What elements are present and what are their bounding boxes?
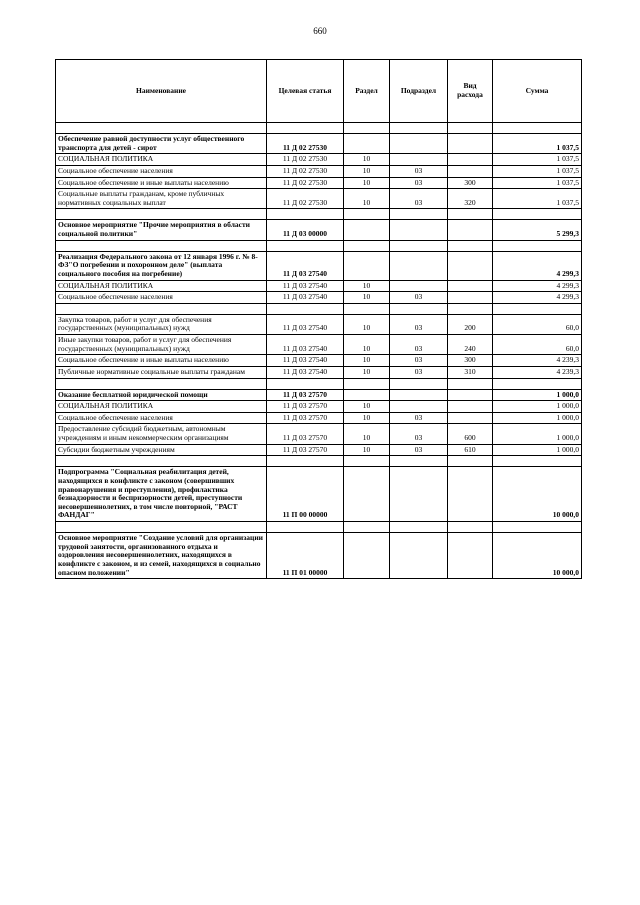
spacer-cell xyxy=(344,240,390,251)
spacer-cell xyxy=(267,240,344,251)
row-expense-type xyxy=(448,292,493,304)
spacer-cell xyxy=(390,123,448,134)
table-row xyxy=(56,366,582,378)
row-sum: 1 037,5 xyxy=(493,165,582,177)
row-code: 11 Д 03 27540 xyxy=(267,335,344,355)
row-expense-type: 200 xyxy=(448,314,493,334)
spacer-cell xyxy=(56,522,267,533)
row-section: 10 xyxy=(344,335,390,355)
row-expense-type xyxy=(448,220,493,240)
row-expense-type xyxy=(448,134,493,154)
row-subsection xyxy=(390,467,448,522)
row-expense-type xyxy=(448,280,493,292)
row-section: 10 xyxy=(344,280,390,292)
row-sum: 10 000,0 xyxy=(493,533,582,579)
table-row xyxy=(56,177,582,189)
row-sum: 60,0 xyxy=(493,335,582,355)
row-expense-type: 240 xyxy=(448,335,493,355)
table-row xyxy=(56,134,582,154)
row-subsection: 03 xyxy=(390,366,448,378)
spacer-row xyxy=(56,456,582,467)
row-name: Закупка товаров, работ и услуг для обеспечения государственных (муниципальных) нужд xyxy=(56,314,267,334)
row-section: 10 xyxy=(344,401,390,413)
row-code: 11 Д 03 27570 xyxy=(267,412,344,424)
table-row xyxy=(56,412,582,424)
row-expense-type: 320 xyxy=(448,189,493,209)
row-subsection xyxy=(390,154,448,166)
budget-table xyxy=(55,59,582,579)
row-section: 10 xyxy=(344,154,390,166)
spacer-cell xyxy=(390,303,448,314)
spacer-cell xyxy=(493,123,582,134)
row-expense-type xyxy=(448,401,493,413)
row-name: Социальное обеспечение и иные выплаты населению xyxy=(56,177,267,189)
spacer-cell xyxy=(448,522,493,533)
row-expense-type xyxy=(448,154,493,166)
row-code: 11 Д 02 27530 xyxy=(267,154,344,166)
row-sum: 4 299,3 xyxy=(493,251,582,280)
row-name: Публичные нормативные социальные выплаты гражданам xyxy=(56,366,267,378)
row-code: 11 Д 03 27570 xyxy=(267,401,344,413)
spacer-row xyxy=(56,522,582,533)
row-name: Подпрограмма "Социальная реабилитация детей, находящихся в конфликте с законом (совершивших правонарушения и преступления), профилактика безнадзорности и беспризорности детей, преступности несовершеннолетних, в том числе повторной, "РАСТ ФАНДАГ" xyxy=(56,467,267,522)
row-expense-type: 610 xyxy=(448,444,493,456)
table-row xyxy=(56,389,582,401)
row-subsection xyxy=(390,220,448,240)
row-expense-type: 300 xyxy=(448,355,493,367)
row-subsection xyxy=(390,401,448,413)
row-code: 11 Д 02 27530 xyxy=(267,165,344,177)
table-row xyxy=(56,355,582,367)
row-expense-type xyxy=(448,412,493,424)
row-name: Оказание бесплатной юридической помощи xyxy=(56,389,267,401)
row-subsection xyxy=(390,389,448,401)
row-sum: 1 000,0 xyxy=(493,424,582,444)
row-subsection: 03 xyxy=(390,335,448,355)
row-sum: 60,0 xyxy=(493,314,582,334)
row-expense-type xyxy=(448,165,493,177)
row-sum: 1 037,5 xyxy=(493,154,582,166)
row-name: Субсидии бюджетным учреждениям xyxy=(56,444,267,456)
table-row xyxy=(56,335,582,355)
row-name: Социальное обеспечение населения xyxy=(56,165,267,177)
spacer-cell xyxy=(267,522,344,533)
header-subsection: Подраздел xyxy=(390,60,448,123)
spacer-cell xyxy=(56,378,267,389)
spacer-cell xyxy=(56,456,267,467)
row-sum: 4 299,3 xyxy=(493,280,582,292)
header-sum: Сумма xyxy=(493,60,582,123)
spacer-cell xyxy=(267,209,344,220)
row-section: 10 xyxy=(344,165,390,177)
spacer-cell xyxy=(390,209,448,220)
spacer-cell xyxy=(267,303,344,314)
row-section: 10 xyxy=(344,177,390,189)
row-expense-type xyxy=(448,389,493,401)
row-subsection xyxy=(390,251,448,280)
row-section: 10 xyxy=(344,412,390,424)
table-row xyxy=(56,401,582,413)
table-row xyxy=(56,251,582,280)
row-code: 11 П 01 00000 xyxy=(267,533,344,579)
spacer-cell xyxy=(344,209,390,220)
row-section: 10 xyxy=(344,314,390,334)
row-sum: 4 239,3 xyxy=(493,366,582,378)
row-name: Иные закупки товаров, работ и услуг для обеспечения государственных (муниципальных) нужд xyxy=(56,335,267,355)
spacer-cell xyxy=(493,378,582,389)
row-name: СОЦИАЛЬНАЯ ПОЛИТИКА xyxy=(56,401,267,413)
row-sum: 4 299,3 xyxy=(493,292,582,304)
spacer-cell xyxy=(56,303,267,314)
row-subsection: 03 xyxy=(390,292,448,304)
table-row xyxy=(56,280,582,292)
row-name: Реализация Федерального закона от 12 января 1996 г. № 8-ФЗ"О погребении и похоронном деле" (выплата социального пособия на погребение) xyxy=(56,251,267,280)
spacer-cell xyxy=(493,456,582,467)
row-code: 11 Д 03 27570 xyxy=(267,389,344,401)
row-subsection xyxy=(390,134,448,154)
header-section: Раздел xyxy=(344,60,390,123)
table-row xyxy=(56,444,582,456)
spacer-cell xyxy=(56,209,267,220)
spacer-cell xyxy=(344,456,390,467)
spacer-cell xyxy=(344,303,390,314)
row-expense-type: 600 xyxy=(448,424,493,444)
spacer-row xyxy=(56,209,582,220)
row-subsection: 03 xyxy=(390,355,448,367)
row-code: 11 Д 02 27530 xyxy=(267,189,344,209)
row-subsection: 03 xyxy=(390,177,448,189)
spacer-cell xyxy=(344,378,390,389)
row-sum: 1 037,5 xyxy=(493,134,582,154)
row-code: 11 Д 03 27540 xyxy=(267,366,344,378)
row-section: 10 xyxy=(344,366,390,378)
table-row xyxy=(56,424,582,444)
table-row xyxy=(56,189,582,209)
row-code: 11 Д 02 27530 xyxy=(267,134,344,154)
spacer-cell xyxy=(493,240,582,251)
row-name: Социальное обеспечение населения xyxy=(56,292,267,304)
row-name: Социальные выплаты гражданам, кроме публичных нормативных социальных выплат xyxy=(56,189,267,209)
row-name: Основное мероприятие "Создание условий для организации трудовой занятости, организованного отдыха и оздоровления несовершеннолетних, находящихся в конфликте с законом, и из семей, находящихся в социально опасном положении" xyxy=(56,533,267,579)
row-sum: 1 000,0 xyxy=(493,412,582,424)
spacer-cell xyxy=(390,378,448,389)
spacer-cell xyxy=(390,522,448,533)
row-code: 11 Д 03 27540 xyxy=(267,292,344,304)
table-row xyxy=(56,165,582,177)
row-name: Социальное обеспечение населения xyxy=(56,412,267,424)
header-expense-type: Вид расхода xyxy=(448,60,493,123)
spacer-row xyxy=(56,240,582,251)
row-sum: 1 000,0 xyxy=(493,389,582,401)
row-name: Обеспечение равной доступности услуг общественного транспорта для детей - сирот xyxy=(56,134,267,154)
row-section xyxy=(344,533,390,579)
spacer-cell xyxy=(56,123,267,134)
row-name: Основное мероприятие "Прочие мероприятия в области социальной политики" xyxy=(56,220,267,240)
table-row xyxy=(56,533,582,579)
spacer-cell xyxy=(390,456,448,467)
spacer-row xyxy=(56,378,582,389)
row-expense-type: 300 xyxy=(448,177,493,189)
row-code: 11 П 00 00000 xyxy=(267,467,344,522)
row-subsection: 03 xyxy=(390,444,448,456)
row-sum: 1 037,5 xyxy=(493,189,582,209)
row-code: 11 Д 03 27570 xyxy=(267,424,344,444)
spacer-cell xyxy=(267,378,344,389)
header-code: Целевая статья xyxy=(267,60,344,123)
spacer-cell xyxy=(448,209,493,220)
spacer-row xyxy=(56,123,582,134)
row-name: Социальное обеспечение и иные выплаты населению xyxy=(56,355,267,367)
row-expense-type xyxy=(448,533,493,579)
row-section: 10 xyxy=(344,424,390,444)
row-section: 10 xyxy=(344,292,390,304)
row-sum: 5 299,3 xyxy=(493,220,582,240)
table-row xyxy=(56,154,582,166)
row-code: 11 Д 03 27540 xyxy=(267,280,344,292)
table-row xyxy=(56,220,582,240)
spacer-cell xyxy=(390,240,448,251)
row-section xyxy=(344,220,390,240)
row-section: 10 xyxy=(344,189,390,209)
row-code: 11 Д 03 27540 xyxy=(267,314,344,334)
table-row xyxy=(56,467,582,522)
table-row xyxy=(56,314,582,334)
spacer-cell xyxy=(267,456,344,467)
row-sum: 1 000,0 xyxy=(493,444,582,456)
table-header-row xyxy=(56,60,582,123)
spacer-cell xyxy=(493,303,582,314)
row-name: СОЦИАЛЬНАЯ ПОЛИТИКА xyxy=(56,280,267,292)
spacer-cell xyxy=(448,378,493,389)
row-subsection xyxy=(390,280,448,292)
row-subsection: 03 xyxy=(390,424,448,444)
row-code: 11 Д 03 27540 xyxy=(267,355,344,367)
row-section xyxy=(344,251,390,280)
table-row xyxy=(56,292,582,304)
spacer-cell xyxy=(493,209,582,220)
row-subsection: 03 xyxy=(390,165,448,177)
spacer-cell xyxy=(344,123,390,134)
header-name: Наименование xyxy=(56,60,267,123)
row-section: 10 xyxy=(344,444,390,456)
row-section xyxy=(344,389,390,401)
spacer-cell xyxy=(448,303,493,314)
row-subsection: 03 xyxy=(390,189,448,209)
row-expense-type: 310 xyxy=(448,366,493,378)
row-section: 10 xyxy=(344,355,390,367)
row-code: 11 Д 03 27570 xyxy=(267,444,344,456)
row-sum: 1 037,5 xyxy=(493,177,582,189)
row-sum: 10 000,0 xyxy=(493,467,582,522)
spacer-cell xyxy=(448,456,493,467)
row-code: 11 Д 02 27530 xyxy=(267,177,344,189)
row-code: 11 Д 03 27540 xyxy=(267,251,344,280)
row-sum: 4 239,3 xyxy=(493,355,582,367)
row-name: Предоставление субсидий бюджетным, автономным учреждениям и иным некоммерческим организациям xyxy=(56,424,267,444)
spacer-row xyxy=(56,303,582,314)
row-subsection: 03 xyxy=(390,314,448,334)
spacer-cell xyxy=(344,522,390,533)
row-code: 11 Д 03 00000 xyxy=(267,220,344,240)
row-subsection xyxy=(390,533,448,579)
spacer-cell xyxy=(448,240,493,251)
spacer-cell xyxy=(56,240,267,251)
spacer-cell xyxy=(267,123,344,134)
row-expense-type xyxy=(448,251,493,280)
row-section xyxy=(344,134,390,154)
page-number: 660 xyxy=(313,26,327,36)
row-section xyxy=(344,467,390,522)
row-expense-type xyxy=(448,467,493,522)
row-name: СОЦИАЛЬНАЯ ПОЛИТИКА xyxy=(56,154,267,166)
row-sum: 1 000,0 xyxy=(493,401,582,413)
spacer-cell xyxy=(493,522,582,533)
row-subsection: 03 xyxy=(390,412,448,424)
spacer-cell xyxy=(448,123,493,134)
